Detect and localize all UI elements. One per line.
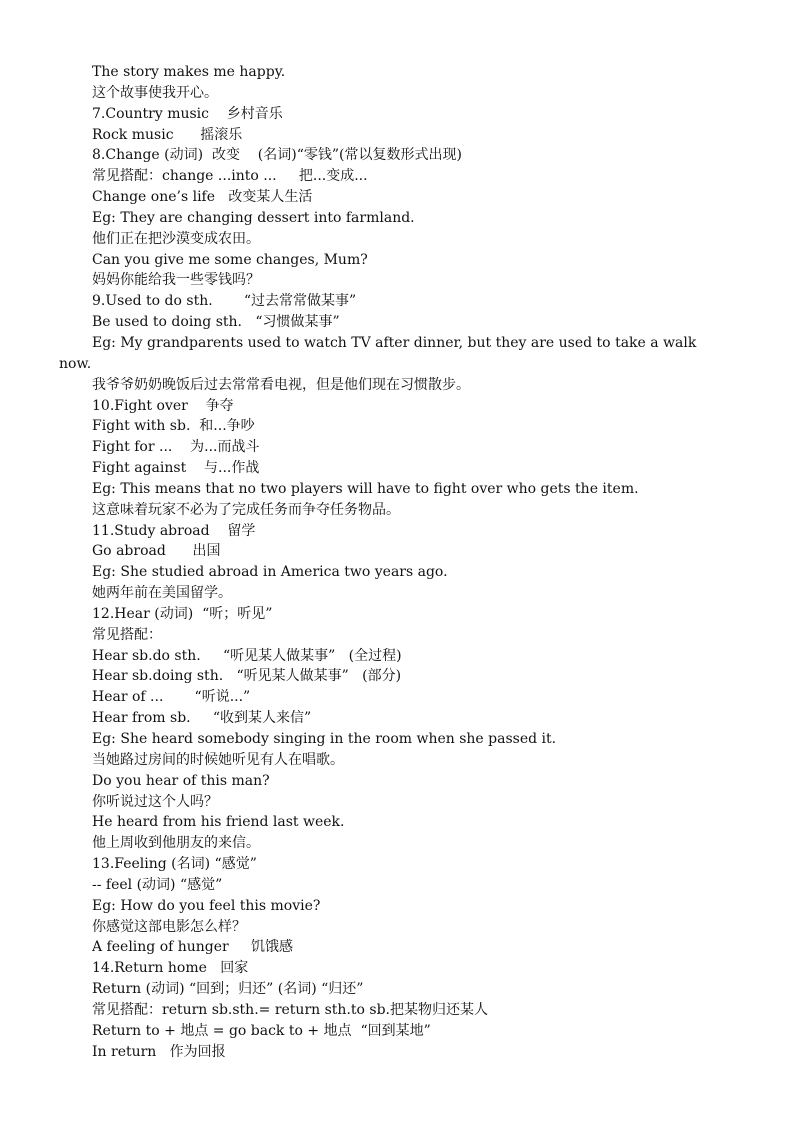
section-heading: 12.Hear (动词) “听；听见” bbox=[92, 605, 273, 622]
text-line: 常见搭配：return sb.sth.= return sth.to sb.把某物归还某人 bbox=[92, 1001, 488, 1018]
example-line: Eg: This means that no two players will have to fight over who gets the item. bbox=[92, 480, 639, 497]
text-line: 这意味着玩家不必为了完成任务而争夺任务物品。 bbox=[92, 501, 400, 518]
text-line: Go abroad 出国 bbox=[92, 543, 221, 560]
example-line: Eg: She studied abroad in America two years ago. bbox=[92, 564, 448, 581]
text-line: Fight with sb. 和...争吵 bbox=[92, 418, 255, 435]
text-line: 你感觉这部电影怎么样？ bbox=[92, 918, 246, 935]
text-line: Hear from sb. “收到某人来信” bbox=[92, 710, 312, 727]
text-line: 常见搭配：change ...into ... 把...变成... bbox=[92, 168, 368, 185]
text-line: Return to + 地点 = go back to + 地点 “回到某地” bbox=[92, 1022, 431, 1039]
text-line: 这个故事使我开心。 bbox=[92, 84, 218, 101]
section-heading: 13.Feeling (名词) “感觉” bbox=[92, 856, 257, 873]
section-heading: 9.Used to do sth. “过去常常做某事” bbox=[92, 293, 357, 310]
text-line: Hear of ... “听说...” bbox=[92, 689, 251, 706]
section-heading: 7.Country music 乡村音乐 bbox=[92, 105, 283, 122]
text-line: Return (动词) “回到；归还” (名词) “归还” bbox=[92, 981, 364, 998]
text-line: -- feel (动词) “感觉” bbox=[92, 876, 223, 893]
example-line: Can you give me some changes, Mum? bbox=[92, 251, 368, 268]
text-line: Hear sb.do sth. “听见某人做某事” (全过程) bbox=[92, 647, 402, 664]
text-line: Rock music 摇滚乐 bbox=[92, 126, 243, 143]
text-line: 我爷爷奶奶晚饭后过去常常看电视，但是他们现在习惯散步。 bbox=[92, 376, 470, 393]
example-line: Eg: How do you feel this movie? bbox=[92, 897, 321, 914]
text-line: Fight against 与...作战 bbox=[92, 460, 260, 477]
text-line: 常见搭配： bbox=[92, 626, 162, 643]
example-line: Do you hear of this man? bbox=[92, 772, 270, 789]
text-line: 他上周收到他朋友的来信。 bbox=[92, 835, 260, 852]
section-heading: 10.Fight over 争夺 bbox=[92, 397, 234, 414]
section-heading: 14.Return home 回家 bbox=[92, 960, 249, 977]
text-line: In return 作为回报 bbox=[92, 1043, 226, 1060]
text-line: 当她路过房间的时候她听见有人在唱歌。 bbox=[92, 751, 344, 768]
example-line: He heard from his friend last week. bbox=[92, 814, 345, 831]
section-heading: 8.Change (动词) 改变 (名词)“零钱”(常以复数形式出现) bbox=[92, 147, 462, 164]
example-line: Eg: My grandparents used to watch TV after dinner, but they are used to take a walk bbox=[92, 334, 697, 351]
text-line: 她两年前在美国留学。 bbox=[92, 585, 232, 602]
text-line: Be used to doing sth. “习惯做某事” bbox=[92, 314, 340, 331]
text-line: 妈妈你能给我一些零钱吗？ bbox=[92, 272, 260, 289]
example-line-continuation: now. bbox=[59, 355, 92, 372]
text-line: The story makes me happy. bbox=[92, 64, 286, 80]
text-line: Fight for ... 为...而战斗 bbox=[92, 439, 260, 456]
text-line: 你听说过这个人吗？ bbox=[92, 793, 218, 810]
section-heading: 11.Study abroad 留学 bbox=[92, 522, 256, 539]
example-line: Eg: They are changing dessert into farmland. bbox=[92, 209, 415, 226]
text-line: Change one’s life 改变某人生活 bbox=[92, 189, 313, 206]
text-line: A feeling of hunger 饥饿感 bbox=[92, 939, 293, 956]
text-line: Hear sb.doing sth. “听见某人做某事” (部分) bbox=[92, 668, 402, 685]
example-line: Eg: She heard somebody singing in the room when she passed it. bbox=[92, 731, 557, 747]
text-line: 他们正在把沙漠变成农田。 bbox=[92, 230, 260, 247]
